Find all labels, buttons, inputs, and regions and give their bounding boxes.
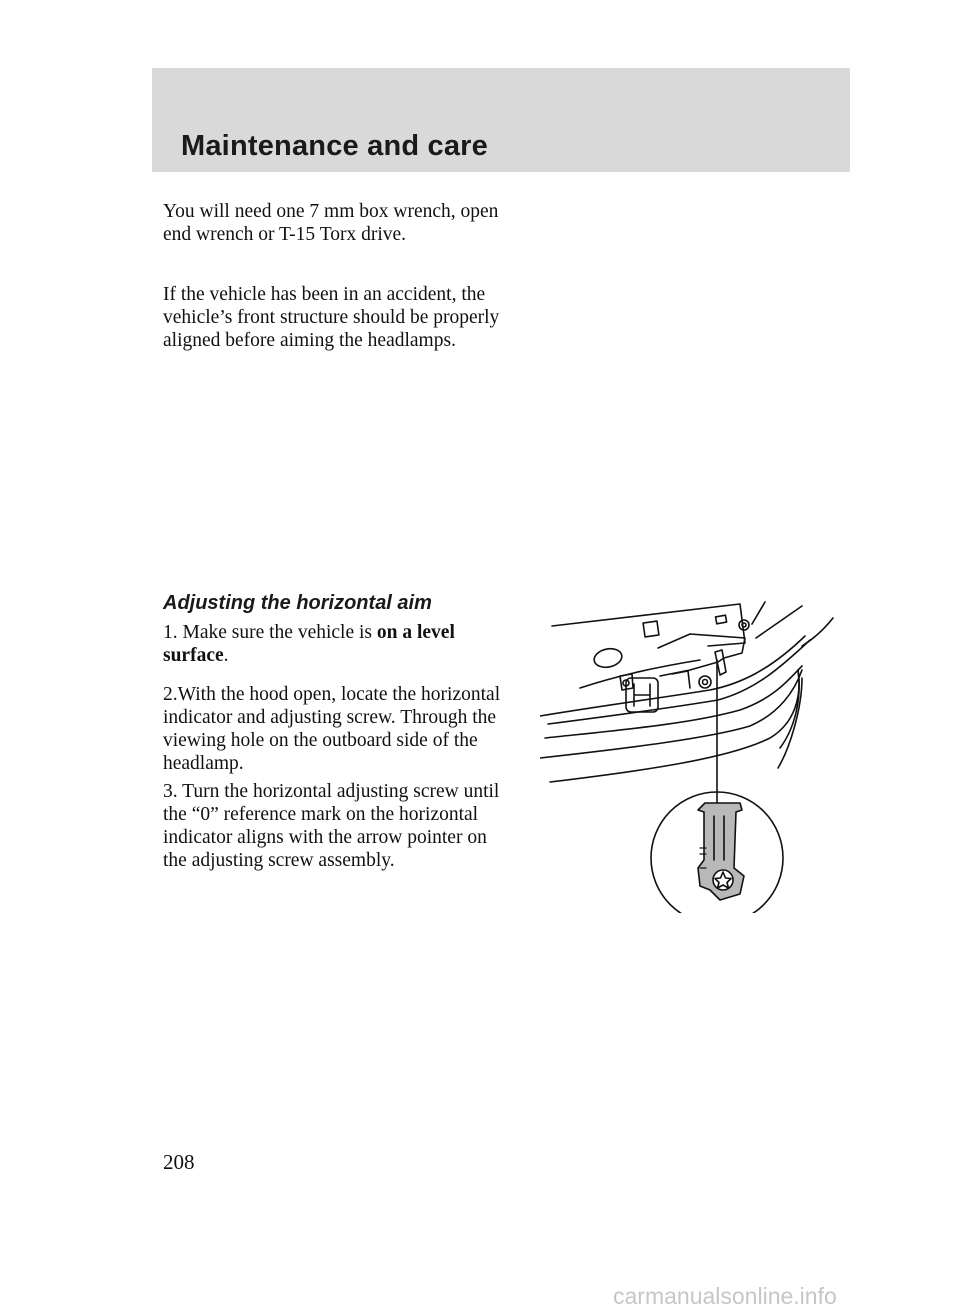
watermark: carmanualsonline.info: [613, 1283, 837, 1309]
step-1-emphasis: on a level surface: [163, 622, 455, 666]
headlamp-adjuster-illustration: [540, 598, 860, 913]
step-2: 2.With the hood open, locate the horizontal indicator and adjusting screw. Through the viewing hole on the outboard side of the headlamp.: [163, 684, 501, 774]
step-1-text: 1. Make sure the vehicle is: [163, 622, 377, 643]
page-title: Maintenance and care: [181, 130, 488, 162]
step-3: 3. Turn the horizontal adjusting screw until the “0” reference mark on the horizontal indicator aligns with the arrow pointer on the adjusting screw assembly.: [163, 781, 500, 871]
intro-paragraph-accident: If the vehicle has been in an accident, the vehicle’s front structure should be properly aligned before aiming the headlamps.: [163, 284, 500, 351]
intro-paragraph-tools: You will need one 7 mm box wrench, open end wrench or T-15 Torx drive.: [163, 201, 499, 245]
page-number: 208: [163, 1150, 195, 1174]
section-heading: Adjusting the horizontal aim: [163, 592, 432, 614]
step-1-suffix: .: [223, 645, 229, 666]
step-1: [163, 621, 503, 667]
